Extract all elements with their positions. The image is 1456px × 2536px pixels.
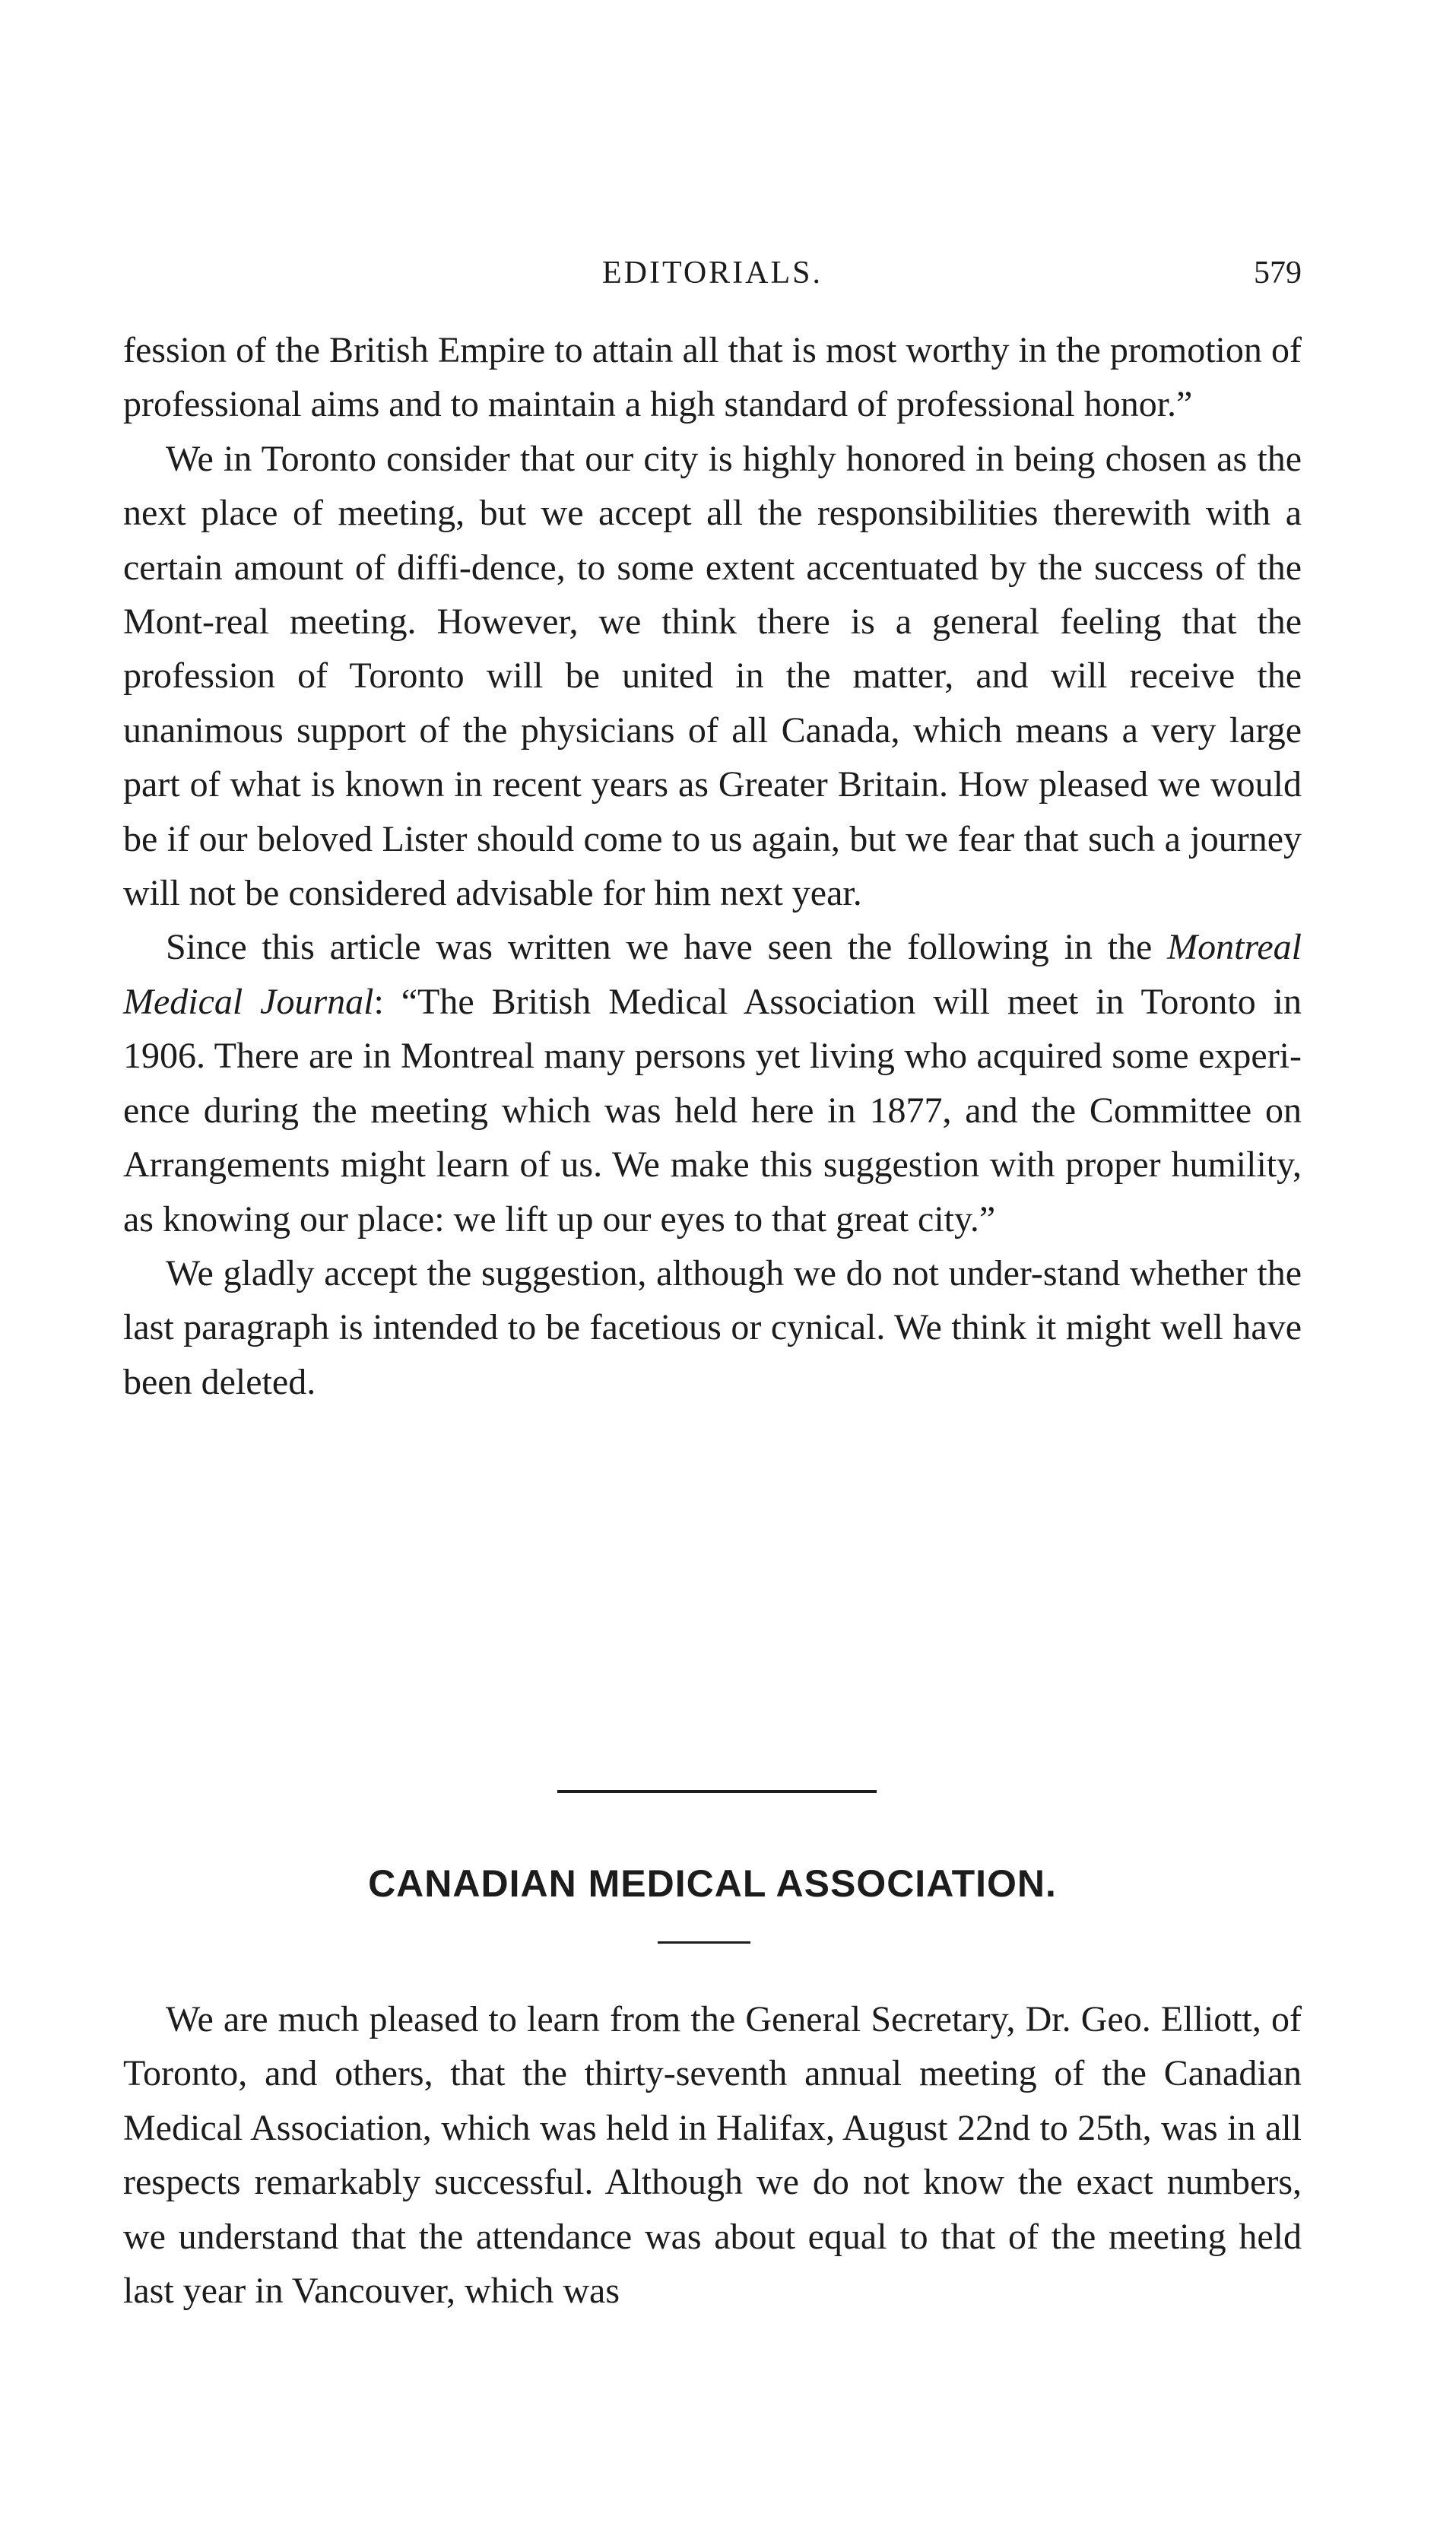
- paragraph-cma-meeting: We are much pleased to learn from the General Secretary, Dr. Geo. Elliott, of Toronto, and others, that the thirty-seventh annual meeting of the Canadian Medical Association, which was held in Halifax, August 22nd to 25th, was in all respects remarkably successful. Although we do not know the exact numbers, we understand that the attendance was about equal to that of the meeting held last year in Vancouver, which was: [123, 1999, 1302, 2312]
- paragraph-montreal-journal-quote: [123, 920, 1302, 1246]
- section-heading: CANADIAN MEDICAL ASSOCIATION.: [368, 1862, 1057, 1905]
- cma-section-body: [123, 1992, 1302, 2318]
- section-divider: [557, 1790, 877, 1793]
- quote-text: : “The British Medical Association will meet in Toronto in 1906. There are in Montreal many persons yet living who acquired some experi-ence during the meeting which was held here in 1877, and the Committee on Arrangements might learn of us. We make this suggestion with proper humility, as knowing our place: we lift up our eyes to that great city.”: [123, 981, 1302, 1239]
- running-head: EDITORIALS.: [601, 256, 823, 290]
- page-number: 579: [1254, 256, 1302, 290]
- journal-title: Montreal Medical Journal: [123, 927, 1302, 1022]
- page-header: [123, 255, 1302, 308]
- paragraph-continuation: fession of the British Empire to attain all that is most worthy in the promotion of professional aims and to maintain a high standard of professional honor.”: [123, 330, 1302, 425]
- heading-underline: [658, 1941, 750, 1944]
- paragraph-suggestion-response: We gladly accept the suggestion, although we do not under-stand whether the last paragraph is intended to be facetious or cynical. We think it might well have been deleted.: [123, 1252, 1302, 1402]
- editorial-continuation: [123, 323, 1302, 1409]
- quote-lead-in: Since this article was written we have seen the following in the: [166, 927, 1168, 968]
- paragraph-toronto-meeting: We in Toronto consider that our city is highly honored in being chosen as the next place of meeting, but we accept all the responsibilities therewith with a certain amount of diffi-dence, to some extent accentuated by the success of the Mont-real meeting. However, we think there is a general feeling that the profession of Toronto will be united in the matter, and will receive the unanimous support of the physicians of all Canada, which means a very large part of what is known in recent years as Greater Britain. How pleased we would be if our beloved Lister should come to us again, but we fear that such a journey will not be considered advisable for him next year.: [123, 438, 1302, 914]
